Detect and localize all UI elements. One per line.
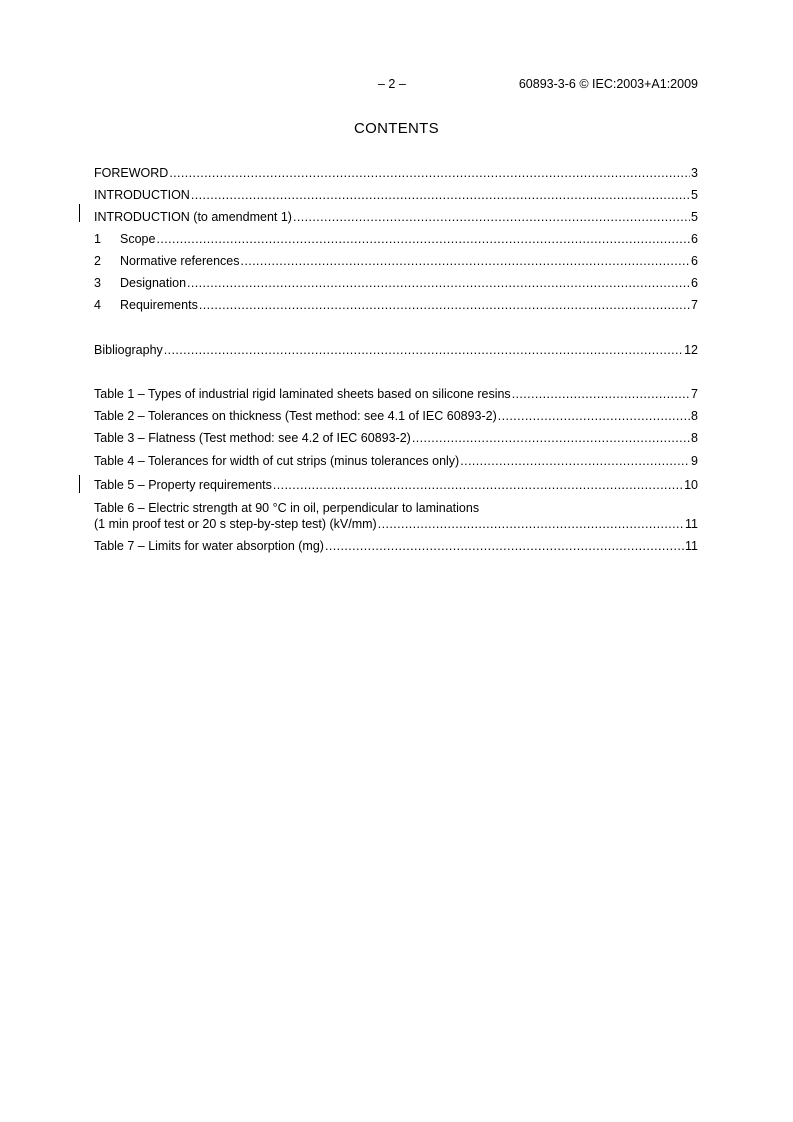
contents-title: CONTENTS — [354, 120, 439, 137]
toc-leader-dots — [164, 342, 683, 358]
toc-leader-dots — [241, 253, 691, 269]
toc-page-number: 6 — [691, 232, 698, 246]
toc-leader-dots — [199, 297, 690, 313]
toc-leader-dots — [191, 187, 690, 203]
toc-leader-dots — [512, 386, 690, 402]
toc-section-number: 4 — [94, 298, 101, 312]
toc-entry-table-6[interactable] — [94, 500, 698, 532]
toc-page-number: 7 — [691, 387, 698, 401]
toc-leader-dots — [498, 408, 690, 424]
toc-page-number: 8 — [691, 431, 698, 445]
toc-entry-bibliography[interactable] — [94, 342, 698, 358]
change-bar — [79, 204, 80, 222]
toc-entry-requirements[interactable] — [94, 297, 698, 313]
toc-leader-dots — [293, 209, 690, 225]
toc-entry-title: Table 3 – Flatness (Test method: see 4.2 of IEC 60893-2) — [94, 431, 411, 445]
toc-page-number: 9 — [691, 454, 698, 468]
document-reference: 60893-3-6 © IEC:2003+A1:2009 — [518, 77, 698, 91]
toc-entry-foreword[interactable] — [94, 165, 698, 181]
toc-section-number: 1 — [94, 232, 101, 246]
toc-entry-table-7[interactable] — [94, 538, 698, 554]
toc-page-number: 8 — [691, 409, 698, 423]
toc-page-number: 3 — [691, 166, 698, 180]
toc-page-number: 6 — [691, 276, 698, 290]
toc-entry-title: Requirements — [120, 298, 198, 312]
toc-entry-title: INTRODUCTION — [94, 188, 190, 202]
toc-entry-title: INTRODUCTION (to amendment 1) — [94, 210, 292, 224]
toc-page-number: 7 — [691, 298, 698, 312]
toc-entry-introduction[interactable] — [94, 187, 698, 203]
toc-section-number: 2 — [94, 254, 101, 268]
toc-page-number: 6 — [691, 254, 698, 268]
toc-page-number: 12 — [684, 343, 698, 357]
toc-entry-table-2[interactable] — [94, 408, 698, 424]
toc-leader-dots — [156, 231, 690, 247]
toc-entry-designation[interactable] — [94, 275, 698, 291]
toc-entry-normative-references[interactable] — [94, 253, 698, 269]
toc-entry-title: Table 2 – Tolerances on thickness (Test method: see 4.1 of IEC 60893-2) — [94, 409, 497, 423]
toc-entry-title: Table 6 – Electric strength at 90 °C in oil, perpendicular to laminations — [94, 501, 480, 515]
toc-page-number: 10 — [684, 478, 698, 492]
toc-entry-title: Table 7 – Limits for water absorption (mg) — [94, 539, 324, 553]
toc-entry-title: Table 1 – Types of industrial rigid laminated sheets based on silicone resins — [94, 387, 511, 401]
toc-leader-dots — [460, 453, 690, 469]
toc-leader-dots — [273, 477, 683, 493]
toc-entry-title: Designation — [120, 276, 187, 290]
toc-leader-dots — [169, 165, 690, 181]
toc-entry-table-3[interactable] — [94, 430, 698, 446]
toc-entry-introduction-amendment[interactable] — [94, 209, 698, 225]
toc-page-number: 11 — [685, 539, 698, 553]
page-number: – 2 – — [378, 77, 406, 91]
toc-page-number: 11 — [685, 517, 698, 531]
toc-entry-title: FOREWORD — [94, 166, 169, 180]
toc-page-number: 5 — [691, 210, 698, 224]
toc-entry-scope[interactable] — [94, 231, 698, 247]
toc-entry-title: Normative references — [120, 254, 240, 268]
toc-entry-table-4[interactable] — [94, 453, 698, 469]
toc-leader-dots — [412, 430, 690, 446]
toc-entry-table-1[interactable] — [94, 386, 698, 402]
toc-entry-table-5[interactable] — [94, 477, 698, 493]
toc-page-number: 5 — [691, 188, 698, 202]
change-bar — [79, 475, 80, 493]
toc-entry-title-continued: (1 min proof test or 20 s step-by-step test) (kV/mm) — [94, 517, 377, 531]
toc-entry-title: Bibliography — [94, 343, 163, 357]
toc-entry-title: Table 4 – Tolerances for width of cut strips (minus tolerances only) — [94, 454, 460, 468]
toc-entry-title: Scope — [120, 232, 156, 246]
toc-leader-dots — [187, 275, 690, 291]
toc-leader-dots — [325, 538, 684, 554]
toc-leader-dots — [378, 516, 684, 532]
toc-section-number: 3 — [94, 276, 101, 290]
toc-entry-title: Table 5 – Property requirements — [94, 478, 272, 492]
